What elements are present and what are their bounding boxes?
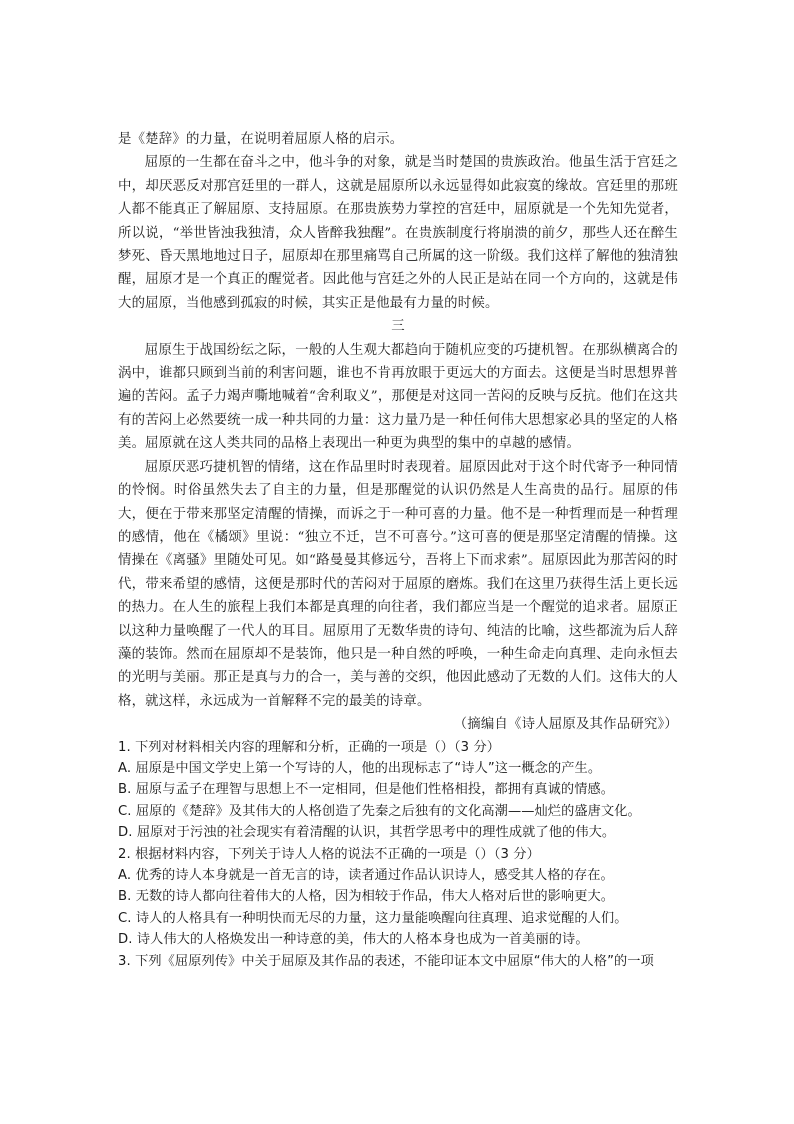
question-2-option-d: D. 诗人伟大的人格焕发出一种诗意的美，伟大的人格本身也成为一首美丽的诗。 [118, 932, 589, 948]
question-1-option-a: A. 屈原是中国文学史上第一个写诗的人，他的出现标志了“诗人”这一概念的产生。 [118, 760, 602, 776]
section-number: 三 [391, 319, 405, 335]
essay-paragraph-feeling: 屈原厌恶巧捷机智的情绪，这在作品里时时表现着。屈原因此对于这个时代寄予一种同情的怜悯。时俗虽然失去了自主的力量，但是那醒觉的认识仍然是人生高贵的品行。屈原的伟大，便在于带来那坚定清醒的情操，而诉之于一种可喜的力量。他不是一种哲理而是一种哲理的感情，他在《橘颂》里说：“独立不迁，岂不可喜兮。”这可喜的便是那坚定清醒的情操。这情操在《离骚》里随处可见。如“路曼曼其修远兮，吾将上下而求索”。屈原因此为那苦闷的时代，带来希望的感情，这便是那时代的苦闷对于屈原的磨炼。我们在这里乃获得生活上更长远的热力。在人生的旅程上我们本都是真理的向往者，我们都应当是一个醒觉的追求者。屈原正以这种力量唤醒了一代人的耳目。屈原用了无数华贵的诗句、纯洁的比喻，这些都流为后人辞藻的装饰。然而在屈原却不是装饰，他只是一种自然的呼唤，一种生命走向真理、走向永恒去的光明与美丽。那正是真与力的合一，美与善的交织，他因此感动了无数的人们。这伟大的人格，就这样，永远成为一首解释不完的最美的诗章。 [118, 459, 678, 709]
source-citation: （摘编自《诗人屈原及其作品研究》） [453, 717, 678, 733]
question-2-stem: 2. 根据材料内容，下列关于诗人人格的说法不正确的一项是（）（3 分） [118, 846, 540, 862]
essay-body [118, 128, 678, 737]
question-2-option-b: B. 无数的诗人都向往着伟大的人格，因为相较于作品，伟大人格对后世的影响更大。 [118, 889, 615, 905]
essay-paragraph-struggle: 屈原的一生都在奋斗之中，他斗争的对象，就是当时楚国的贵族政治。他虽生活于宫廷之中，却厌恶反对那宫廷里的一群人，这就是屈原所以永远显得如此寂寞的缘故。宫廷里的那班人都不能真正了解屈原、支持屈原。在那贵族势力掌控的宫廷中，屈原就是一个先知先觉者，所以说，“举世皆浊我独清，众人皆醉我独醒”。在贵族制度行将崩溃的前夕，那些人还在醉生梦死、昏天黑地地过日子，屈原却在那里痛骂自己所属的这一阶级。我们这样了解他的独清独醒，屈原才是一个真正的醒觉者。因此他与宫廷之外的人民正是站在同一个方向的，这就是伟大的屈原，当他感到孤寂的时候，其实正是他最有力量的时候。 [118, 155, 678, 311]
essay-paragraph-tail: 是《楚辞》的力量，在说明着屈原人格的启示。 [118, 132, 404, 147]
question-1-option-c: C. 屈原的《楚辞》及其伟大的人格创造了先秦之后独有的文化高潮——灿烂的盛唐文化。 [118, 803, 641, 819]
question-2-option-a: A. 优秀的诗人本身就是一首无言的诗，读者通过作品认识诗人，感受其人格的存在。 [118, 868, 614, 883]
question-2-option-c: C. 诗人的人格具有一种明快而无尽的力量，这力量能唤醒向往真理、追求觉醒的人们。 [118, 910, 628, 926]
question-1-stem: 1. 下列对材料相关内容的理解和分析，正确的一项是（）（3 分） [118, 739, 501, 755]
question-1-option-b: B. 屈原与孟子在理智与思想上不一定相同，但是他们性格相投，都拥有真诚的情感。 [118, 782, 615, 798]
document-page [118, 128, 678, 972]
essay-paragraph-era: 屈原生于战国纷纭之际，一般的人生观大都趋向于随机应变的巧捷机智。在那纵横离合的涡中，谁都只顾到当前的利害问题，谁也不肯再放眼于更远大的方面去。这便是当时思想界普遍的苦闷。孟子力竭声嘶地喊着“舍利取义”，那便是对这同一苦闷的反映与反抗。他们在这共有的苦闷上必然要统一成一种共同的力量：这力量乃是一种任何伟大思想家必具的坚定的人格美。屈原就在这人类共同的品格上表现出一种更为典型的集中的卓越的感情。 [118, 342, 678, 452]
question-1-option-d: D. 屈原对于污浊的社会现实有着清醒的认识，其哲学思考中的理性成就了他的伟大。 [118, 825, 616, 841]
question-3-stem: 3. 下列《屈原列传》中关于屈原及其作品的表述，不能印证本文中屈原“伟大的人格”的一项 [118, 953, 654, 969]
question-list [118, 737, 678, 972]
